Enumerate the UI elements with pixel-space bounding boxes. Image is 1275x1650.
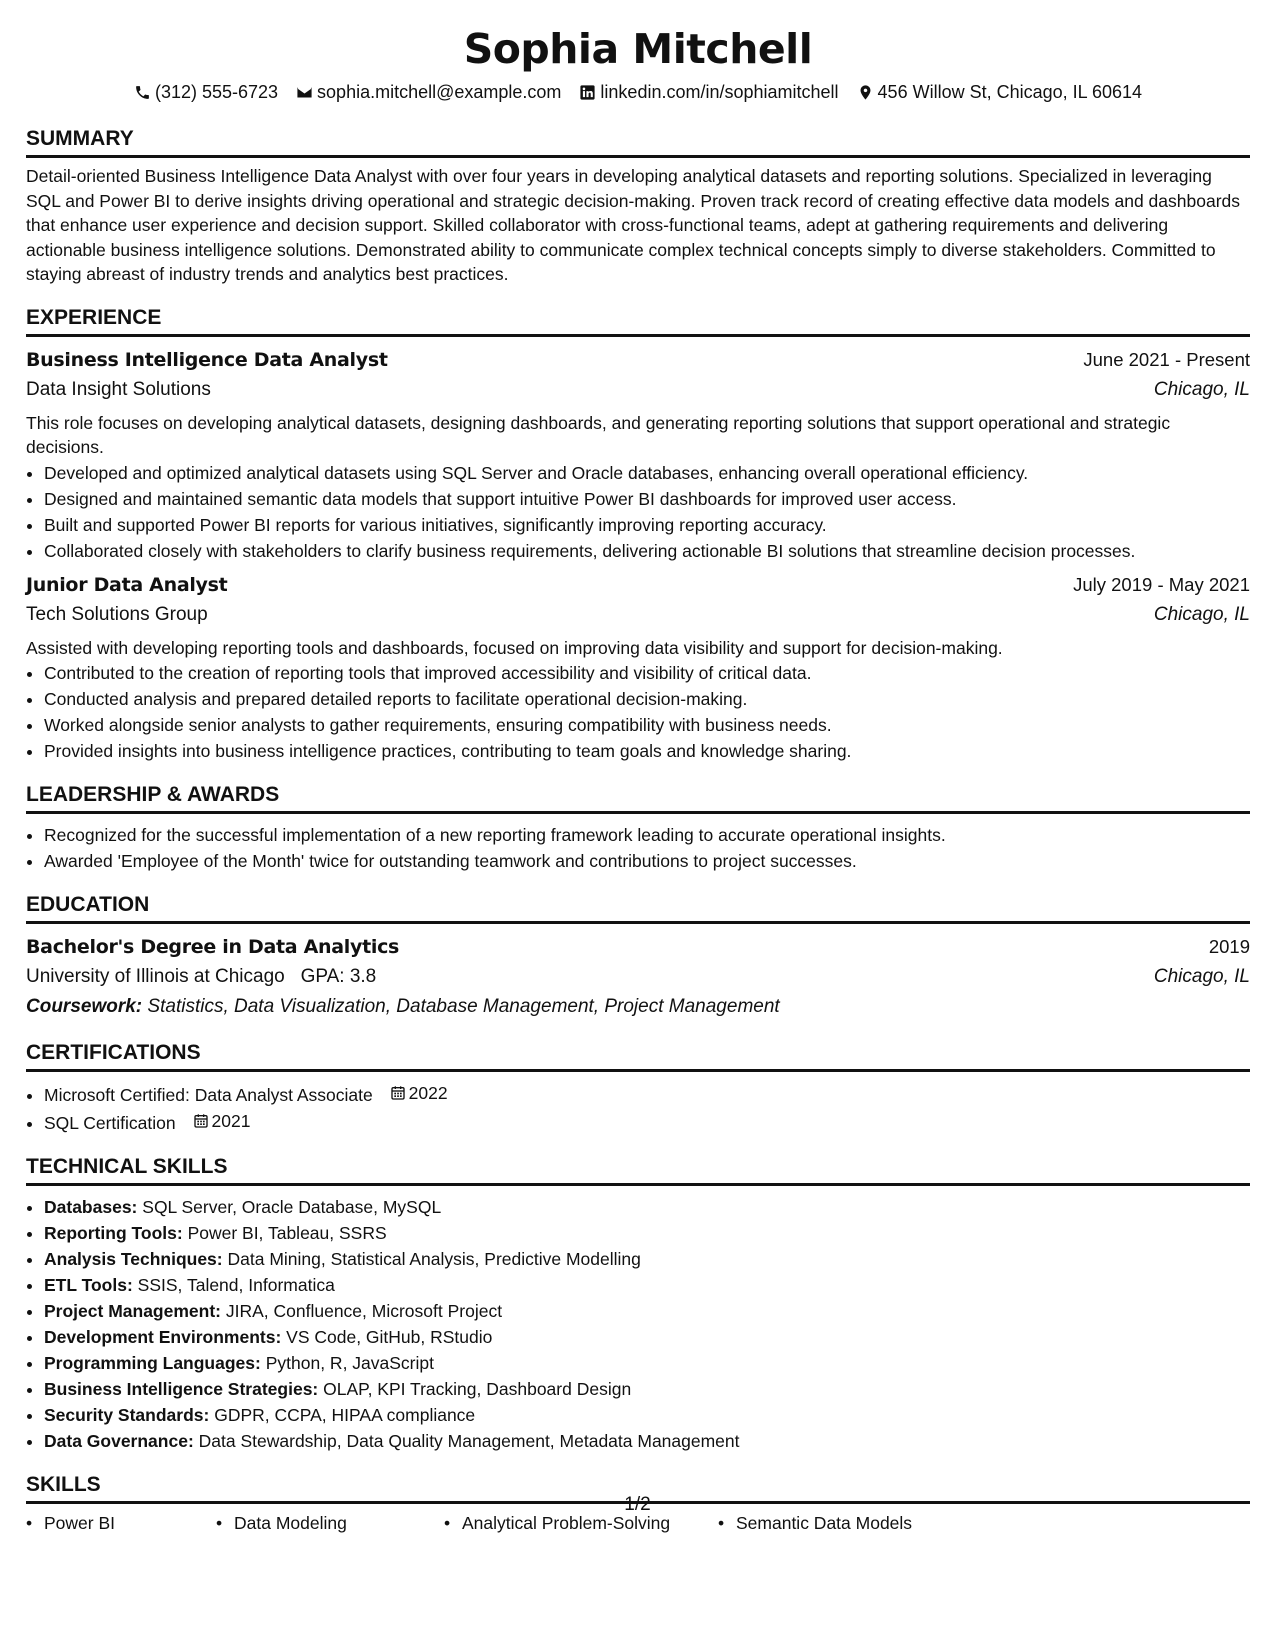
email-text: sophia.mitchell@example.com bbox=[317, 82, 562, 102]
certifications-section bbox=[26, 1040, 1250, 1136]
education-entry bbox=[26, 932, 1250, 1022]
job-location: Chicago, IL bbox=[1153, 603, 1250, 625]
education-section bbox=[26, 892, 1250, 1022]
gpa: GPA: 3.8 bbox=[300, 966, 377, 987]
list-item: • Contributed to the creation of reporting tools that improved accessibility and visibility of critical data. bbox=[44, 660, 1250, 686]
calendar-icon bbox=[390, 1085, 406, 1101]
list-item bbox=[44, 1324, 1250, 1350]
summary-text: Detail-oriented Business Intelligence Data Analyst with over four years in developing analytical datasets and reporting solutions. Specialized in leveraging SQL and Power BI to derive insights driving operational and strategic decision-making. Proven track record of creating effective data models and dashboards that enhance user experience and decision support. Skilled collaborator with cross-functional teams, adept at gathering requirements and delivering actionable business intelligence solutions. Demonstrated ability to communicate complex technical concepts simply to diverse stakeholders. Committed to staying abreast of industry trends and analytics best practices. bbox=[26, 166, 1241, 284]
technical-skills-section bbox=[26, 1154, 1250, 1454]
list-item: • Developed and optimized analytical datasets using SQL Server and Oracle databases, enhancing overall operational efficiency. bbox=[44, 460, 1250, 486]
job-dates: July 2019 - May 2021 bbox=[1073, 573, 1250, 595]
technical-skills-heading: TECHNICAL SKILLS bbox=[26, 1154, 1250, 1186]
skill-category: Development Environments: bbox=[44, 1327, 282, 1347]
school-location: Chicago, IL bbox=[1153, 966, 1250, 987]
awards-list bbox=[26, 822, 1250, 874]
list-item: • Provided insights into business intelligence practices, contributing to team goals and knowledge sharing. bbox=[44, 738, 1250, 764]
skill-values: Power BI, Tableau, SSRS bbox=[187, 1223, 387, 1243]
leadership-section bbox=[26, 782, 1250, 874]
skill-category: ETL Tools: bbox=[44, 1275, 133, 1295]
skill-values: OLAP, KPI Tracking, Dashboard Design bbox=[323, 1379, 632, 1399]
envelope-icon bbox=[296, 84, 313, 101]
job-entry bbox=[26, 345, 1250, 564]
job-company: Data Insight Solutions bbox=[26, 378, 211, 400]
skill-values: Python, R, JavaScript bbox=[265, 1353, 434, 1373]
list-item: • Analytical Problem-Solving bbox=[444, 1510, 700, 1536]
list-item bbox=[44, 1402, 1250, 1428]
page-number: 1/2 bbox=[624, 1494, 651, 1515]
experience-heading: EXPERIENCE bbox=[26, 305, 1250, 337]
contact-email[interactable] bbox=[296, 80, 561, 104]
skill-values: Data Mining, Statistical Analysis, Predictive Modelling bbox=[227, 1249, 641, 1269]
linkedin-text: linkedin.com/in/sophiamitchell bbox=[600, 82, 839, 102]
experience-section bbox=[26, 305, 1250, 765]
cert-date bbox=[390, 1080, 448, 1106]
contact-bar bbox=[26, 80, 1250, 104]
list-item: • Collaborated closely with stakeholders to clarify business requirements, delivering actionable BI solutions that streamline decision processes. bbox=[44, 538, 1250, 564]
contact-phone[interactable] bbox=[134, 80, 278, 104]
list-item: • Power BI bbox=[26, 1510, 198, 1536]
list-item bbox=[44, 1428, 1250, 1454]
summary-section bbox=[26, 126, 1250, 287]
list-item bbox=[44, 1298, 1250, 1324]
skill-category: Programming Languages: bbox=[44, 1353, 261, 1373]
coursework-line bbox=[26, 992, 1250, 1022]
list-item: • Awarded 'Employee of the Month' twice for outstanding teamwork and contributions to project successes. bbox=[44, 848, 1250, 874]
job-description: Assisted with developing reporting tools and dashboards, focused on improving data visibility and support for decision-making. bbox=[26, 637, 1003, 658]
candidate-name: Sophia Mitchell bbox=[463, 25, 813, 73]
list-item: • Designed and maintained semantic data models that support intuitive Power BI dashboards for improved user access. bbox=[44, 486, 1250, 512]
contact-address bbox=[857, 80, 1142, 104]
certifications-list bbox=[26, 1080, 1250, 1136]
list-item: • Worked alongside senior analysts to gather requirements, ensuring compatibility with business needs. bbox=[44, 712, 1250, 738]
resume-page bbox=[26, 0, 1250, 1536]
job-location: Chicago, IL bbox=[1153, 378, 1250, 400]
coursework-label: Coursework: bbox=[26, 996, 143, 1017]
cert-name: SQL Certification bbox=[44, 1113, 176, 1133]
list-item bbox=[44, 1350, 1250, 1376]
list-item: • Recognized for the successful implementation of a new reporting framework leading to accurate operational insights. bbox=[44, 822, 1250, 848]
skill-category: Data Governance: bbox=[44, 1431, 194, 1451]
skill-category: Business Intelligence Strategies: bbox=[44, 1379, 319, 1399]
list-item: • Built and supported Power BI reports for various initiatives, significantly improving reporting accuracy. bbox=[44, 512, 1250, 538]
list-item bbox=[44, 1376, 1250, 1402]
skills-heading: SKILLS bbox=[26, 1472, 1250, 1504]
job-entry bbox=[26, 570, 1250, 765]
phone-icon bbox=[134, 84, 151, 101]
job-company: Tech Solutions Group bbox=[26, 603, 208, 625]
skill-values: VS Code, GitHub, RStudio bbox=[286, 1327, 493, 1347]
technical-skills-list bbox=[26, 1194, 1250, 1454]
education-heading: EDUCATION bbox=[26, 892, 1250, 924]
list-item bbox=[44, 1108, 1250, 1136]
job-bullets bbox=[26, 660, 1250, 764]
list-item: • Semantic Data Models bbox=[718, 1510, 912, 1536]
skill-category: Databases: bbox=[44, 1197, 138, 1217]
summary-heading: SUMMARY bbox=[26, 126, 1250, 158]
address-text: 456 Willow St, Chicago, IL 60614 bbox=[877, 82, 1143, 102]
job-dates: June 2021 - Present bbox=[1083, 348, 1250, 370]
skill-values: JIRA, Confluence, Microsoft Project bbox=[225, 1301, 503, 1321]
contact-linkedin[interactable] bbox=[579, 80, 838, 104]
list-item: • Data Modeling bbox=[216, 1510, 426, 1536]
skill-category: Project Management: bbox=[44, 1301, 221, 1321]
job-title: Business Intelligence Data Analyst bbox=[26, 348, 388, 371]
phone-text: (312) 555-6723 bbox=[154, 82, 279, 102]
list-item bbox=[44, 1272, 1250, 1298]
certifications-heading: CERTIFICATIONS bbox=[26, 1040, 1250, 1072]
list-item bbox=[44, 1080, 1250, 1108]
skill-values: SQL Server, Oracle Database, MySQL bbox=[142, 1197, 442, 1217]
skill-values: SSIS, Talend, Informatica bbox=[137, 1275, 335, 1295]
leadership-heading: LEADERSHIP & AWARDS bbox=[26, 782, 1250, 814]
map-pin-icon bbox=[857, 84, 874, 101]
job-bullets bbox=[26, 460, 1250, 564]
job-description: This role focuses on developing analytical datasets, designing dashboards, and generating reporting solutions that support operational and strategic decisions. bbox=[26, 412, 1171, 457]
cert-year: 2021 bbox=[211, 1111, 251, 1131]
skill-category: Security Standards: bbox=[44, 1405, 210, 1425]
cert-year: 2022 bbox=[408, 1083, 448, 1103]
skill-values: GDPR, CCPA, HIPAA compliance bbox=[214, 1405, 476, 1425]
calendar-icon bbox=[193, 1113, 209, 1129]
skill-category: Reporting Tools: bbox=[44, 1223, 183, 1243]
job-title: Junior Data Analyst bbox=[26, 573, 228, 596]
cert-name: Microsoft Certified: Data Analyst Associate bbox=[44, 1085, 373, 1105]
degree-title: Bachelor's Degree in Data Analytics bbox=[26, 936, 400, 958]
cert-date bbox=[193, 1108, 251, 1134]
skill-category: Analysis Techniques: bbox=[44, 1249, 223, 1269]
list-item bbox=[44, 1220, 1250, 1246]
graduation-year: 2019 bbox=[1208, 936, 1250, 957]
linkedin-icon bbox=[579, 84, 596, 101]
skill-values: Data Stewardship, Data Quality Management, Metadata Management bbox=[198, 1431, 740, 1451]
list-item bbox=[44, 1246, 1250, 1272]
list-item: • Conducted analysis and prepared detailed reports to facilitate operational decision-making. bbox=[44, 686, 1250, 712]
list-item bbox=[44, 1194, 1250, 1220]
school-name: University of Illinois at Chicago bbox=[26, 966, 285, 987]
coursework-list: Statistics, Data Visualization, Database Management, Project Management bbox=[147, 996, 780, 1017]
school-line bbox=[26, 962, 376, 992]
